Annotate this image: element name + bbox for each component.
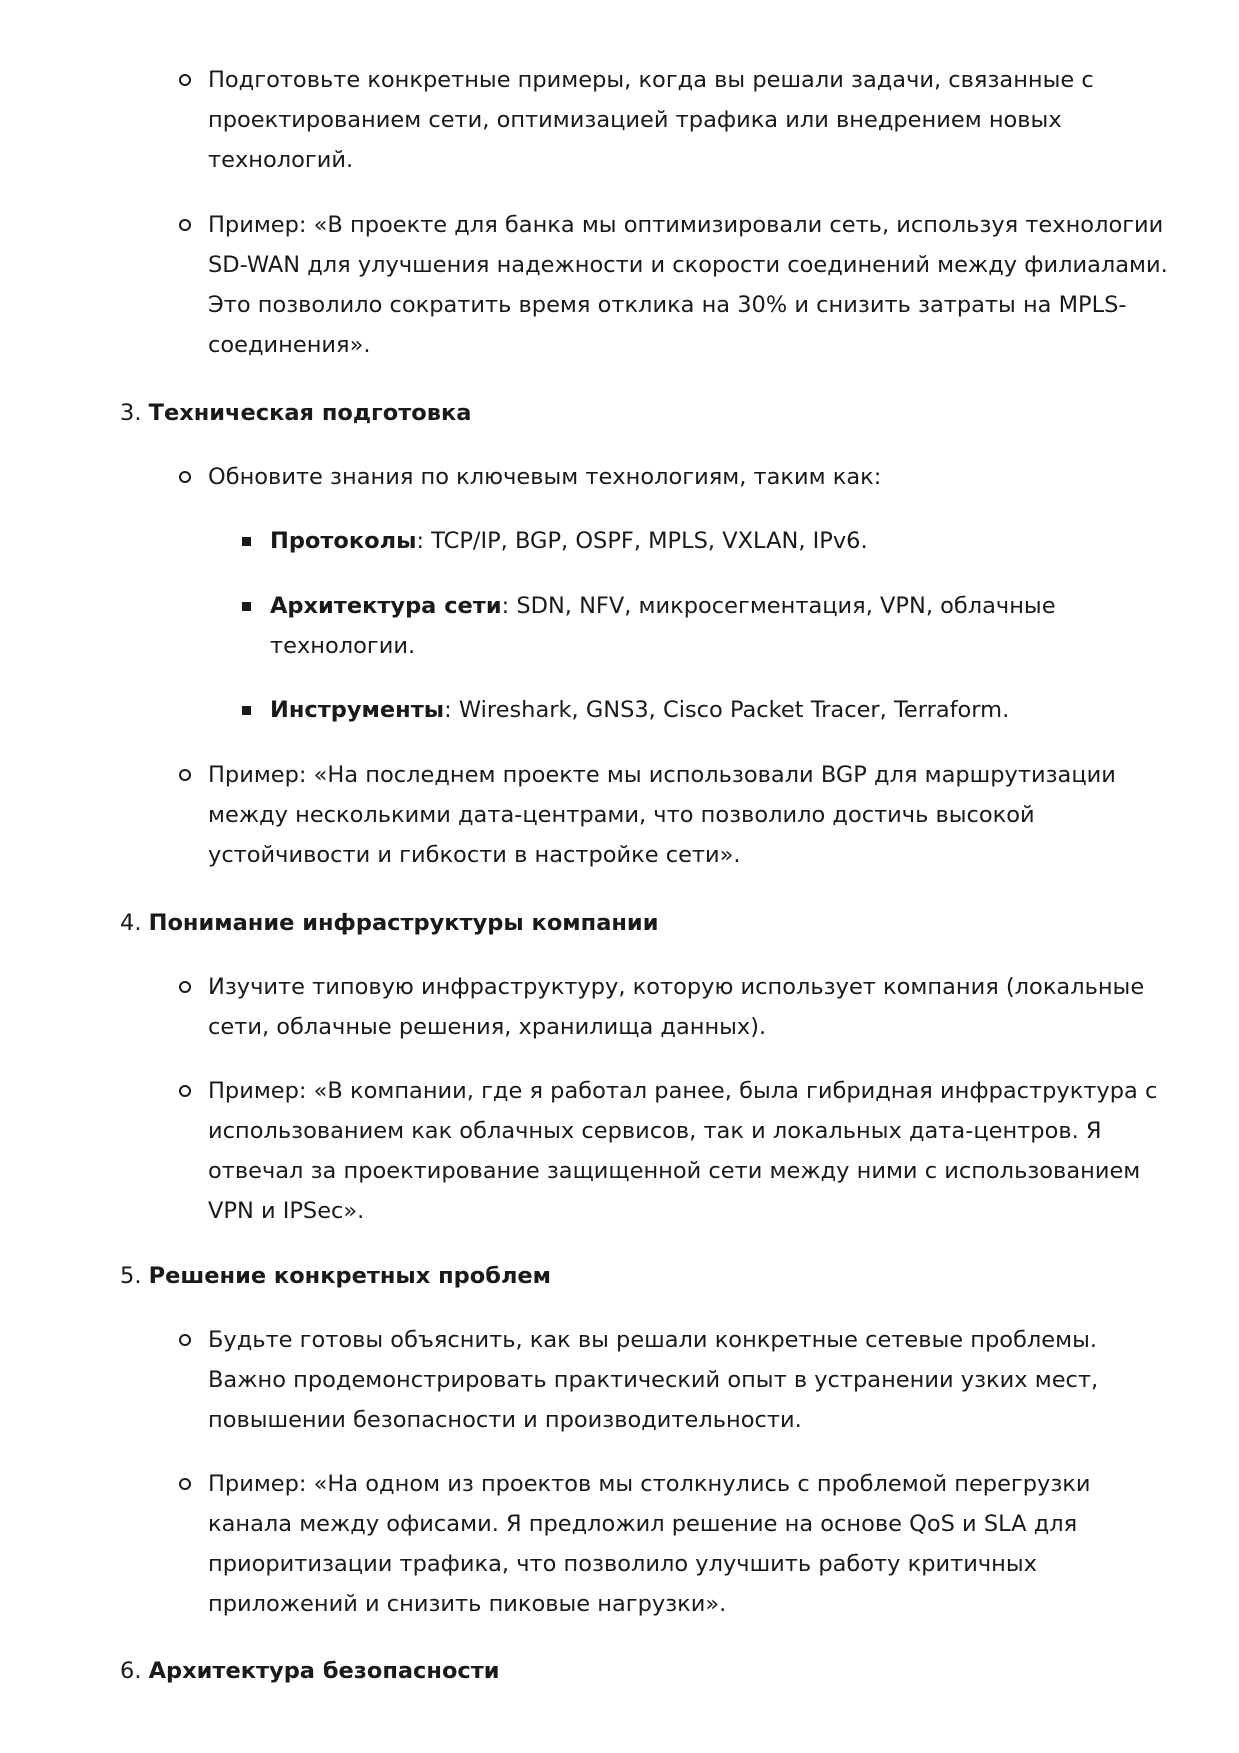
section-title: Архитектура безопасности [148, 1658, 500, 1684]
list-item: Пример: «В компании, где я работал ранее, была гибридная инфраструктура с использованием как облачных сервисов, так и локальных дата-центров. Я отвечал за проектирование защищенной сети между ними с использованием VPN и IPSec». [208, 1071, 1168, 1231]
list-item: Пример: «На одном из проектов мы столкнулись с проблемой перегрузки канала между офисами. Я предложил решение на основе QoS и SLA для приоритизации трафика, что позволило улучшить работу критичных приложений и снизить пиковые нагрузки». [208, 1464, 1168, 1624]
section-heading-6: 6. Архитектура безопасности [120, 1658, 500, 1684]
list-item: Изучите типовую инфраструктуру, которую использует компания (локальные сети, облачные решения, хранилища данных). [208, 967, 1168, 1047]
list-item: Пример: «В проекте для банка мы оптимизировали сеть, используя технологии SD-WAN для улучшения надежности и скорости соединений между филиалами. Это позволило сократить время отклика на 30% и снизить затраты на MPLS-соединения». [208, 205, 1168, 365]
sub-list-item: Инструменты: Wireshark, GNS3, Cisco Packet Tracer, Terraform. [270, 690, 1170, 730]
list-item: Будьте готовы объяснить, как вы решали конкретные сетевые проблемы. Важно продемонстрировать практический опыт в устранении узких мест, повышении безопасности и производительности. [208, 1320, 1168, 1440]
list-item: Пример: «На последнем проекте мы использовали BGP для маршрутизации между несколькими дата-центрами, что позволило достичь высокой устойчивости и гибкости в настройке сети». [208, 755, 1168, 875]
section-heading-5: 5. Решение конкретных проблем [120, 1263, 552, 1289]
section-title: Решение конкретных проблем [148, 1263, 552, 1289]
section-heading-4: 4. Понимание инфраструктуры компании [120, 910, 659, 936]
section-heading-3: 3. Техническая подготовка [120, 400, 472, 426]
section-title: Техническая подготовка [148, 400, 472, 426]
sub-list-item: Архитектура сети: SDN, NFV, микросегментация, VPN, облачные технологии. [270, 586, 1170, 666]
section-title: Понимание инфраструктуры компании [148, 910, 659, 936]
sub-list-item: Протоколы: TCP/IP, BGP, OSPF, MPLS, VXLAN, IPv6. [270, 521, 1170, 561]
list-item: Обновите знания по ключевым технологиям, таким как: [208, 457, 1168, 497]
list-item: Подготовьте конкретные примеры, когда вы решали задачи, связанные с проектированием сети, оптимизацией трафика или внедрением новых технологий. [208, 60, 1168, 180]
